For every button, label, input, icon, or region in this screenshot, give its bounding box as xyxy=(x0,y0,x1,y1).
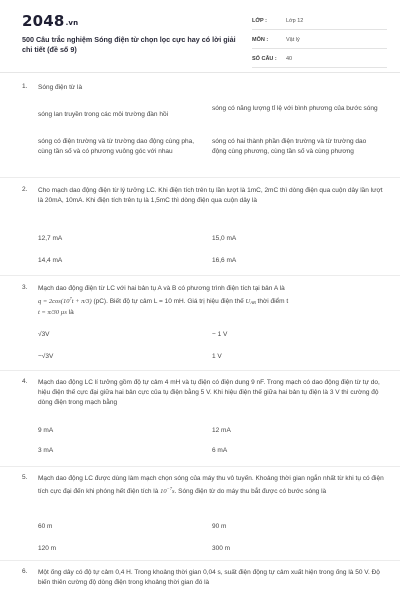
question-number: 2. xyxy=(22,186,28,193)
site-logo[interactable] xyxy=(22,12,78,30)
answer-option-b[interactable]: 12 mA xyxy=(212,427,231,434)
answer-option-c[interactable]: 14,4 mA xyxy=(38,257,63,264)
formula-t: t = π/30 µs xyxy=(38,309,67,316)
answer-option-a[interactable]: sóng lan truyền trong các môi trường đàn hồi xyxy=(38,111,169,118)
question-divider xyxy=(0,177,400,178)
question-divider xyxy=(0,466,400,467)
meta-row-count xyxy=(252,52,387,68)
meta-row-subject xyxy=(252,33,387,49)
question-text xyxy=(38,284,388,318)
answer-option-d[interactable]: 1 V xyxy=(212,353,222,360)
question-number: 5. xyxy=(22,474,28,481)
question-number: 1. xyxy=(22,83,28,90)
logo-text: 2048 xyxy=(22,12,65,30)
question-number: 3. xyxy=(22,284,28,291)
answer-option-b[interactable]: sóng có năng lượng tỉ lệ với bình phương của bước sóng xyxy=(212,105,378,112)
question-divider xyxy=(0,275,400,276)
question-number: 4. xyxy=(22,378,28,385)
answer-option-d[interactable]: 6 mA xyxy=(212,447,228,454)
meta-value: 40 xyxy=(286,56,293,62)
question-divider xyxy=(0,560,400,561)
meta-value: Lớp 12 xyxy=(286,18,304,24)
meta-label: SỐ CÂU : xyxy=(252,56,277,62)
header-divider xyxy=(0,72,400,73)
question-text-line: $q = 2\cos(10^7t + \pi/3)$ (pC). Biết độ tự cảm L = 10 mH. Giá trị hiệu điện thế $U_{AB}$ thời điểm t xyxy=(38,296,289,305)
answer-option-d[interactable]: 300 m xyxy=(212,545,231,552)
meta-label: MÔN : xyxy=(252,37,269,43)
meta-row-class xyxy=(252,14,387,30)
answer-option-c[interactable]: sóng có điện trường và từ trường dao động cùng pha, cùng tần số và có phương vuông góc với nhau xyxy=(38,138,195,155)
question-text: Mạch dao động LC lí tưởng gồm độ tự cảm 4 mH và tụ điện có điện dung 9 nF. Trong mạch có dao động điện từ tự do, hiệu điện thế cực đại giữa hai bản cực của tụ điện bằng 5 V. Khi hiệu điện thế giữa hai bản tụ điện là 3 V thì cường độ dòng điện trong mạch bằng xyxy=(38,379,380,406)
answer-option-b[interactable]: 90 m xyxy=(212,523,227,530)
answer-option-c[interactable]: −√3V xyxy=(38,353,54,360)
answer-option-d[interactable]: 16,6 mA xyxy=(212,257,237,264)
question-text-line: t = π/30 µs là xyxy=(38,309,74,316)
page-header xyxy=(0,0,400,70)
question-text-line: Mạch dao động điện từ LC với hai bản tụ A và B có phương trình điện tích tại bản A là xyxy=(38,285,285,292)
meta-info xyxy=(252,14,387,71)
answer-option-a[interactable]: 9 mA xyxy=(38,427,54,434)
question-divider xyxy=(0,370,400,371)
logo-suffix: .vn xyxy=(65,19,79,27)
meta-value: Vật lý xyxy=(286,37,300,43)
answer-option-c[interactable]: 120 m xyxy=(38,545,57,552)
question-text: Sóng điện từ là xyxy=(38,84,83,91)
answer-option-d[interactable]: sóng có hai thành phần điện trường và từ trường dao động cùng phương, cùng tần số và cùng phương xyxy=(212,138,367,155)
formula-u: $U_{AB}$ xyxy=(245,298,256,305)
answer-option-b[interactable]: − 1 V xyxy=(212,331,228,338)
question-number: 6. xyxy=(22,568,28,575)
question-text: Một ống dây có độ tự cảm 0,4 H. Trong khoảng thời gian 0,04 s, suất điện động tự cảm xuất hiện trong ống là 50 V. Độ biến thiên cường độ dòng điện trong khoảng thời gian đó là xyxy=(38,569,380,586)
question-text: Cho mạch dao động điện từ lý tưởng LC. Khi điện tích trên tụ lần lượt là 1mC, 2mC thì dòng điện qua cuộn dây lần lượt là 20mA, 10mA. Khi điện tích trên tụ là 1,5mC thì dòng điện qua cuộn dây là xyxy=(38,187,383,204)
meta-label: LỚP : xyxy=(252,18,267,24)
answer-option-a[interactable]: 60 m xyxy=(38,523,53,530)
answer-option-c[interactable]: 3 mA xyxy=(38,447,54,454)
formula-time: $10^{-7}s$ xyxy=(160,486,175,495)
formula-q: $q = 2\cos(10^7t + \pi/3)$ xyxy=(38,296,92,305)
answer-option-a[interactable]: √3V xyxy=(38,331,50,338)
answer-option-b[interactable]: 15,0 mA xyxy=(212,235,237,242)
page-title: 500 Câu trắc nghiệm Sóng điện từ chọn lọc cực hay có lời giải chi tiết (đề số 9) xyxy=(22,35,236,54)
question-text: Mạch dao động LC được dùng làm mạch chọn sóng của máy thu vô tuyến. Khoảng thời gian ngắn nhất từ khi tụ có điện tích cực đại đến khi phóng hết điện tích là $10^{-7}s$. Sóng điện từ do máy thu bắt được có bước sóng là xyxy=(38,475,384,495)
answer-option-a[interactable]: 12,7 mA xyxy=(38,235,63,242)
